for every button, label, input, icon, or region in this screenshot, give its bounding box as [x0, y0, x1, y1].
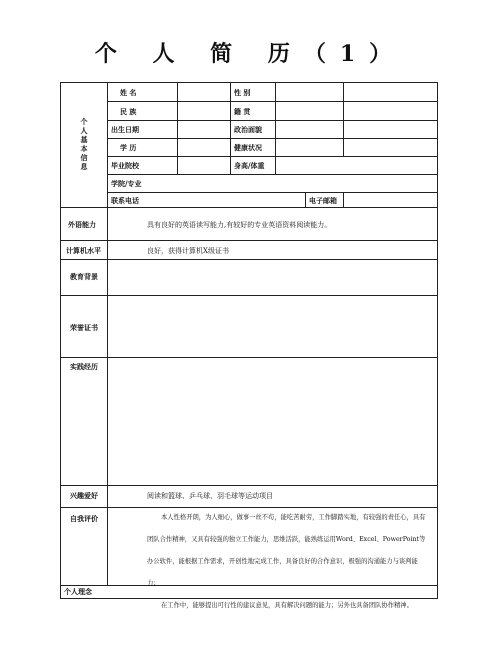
height-weight-label: 身高/体重	[234, 161, 265, 170]
grid-line	[275, 82, 276, 174]
grid-line	[60, 259, 438, 260]
grid-line	[60, 357, 438, 358]
grid-line	[343, 192, 344, 207]
self-evaluation-text	[147, 507, 429, 617]
grid-line	[107, 138, 438, 139]
language-ability-label: 外语能力	[68, 220, 96, 229]
self-evaluation-paragraph: 在工作中，能够提出可行性的建议意见，具有解决问题的能力；另外也具备团队协作精神。	[161, 602, 413, 609]
name-label: 姓 名	[120, 88, 137, 97]
page-title: 个 人 简 历（1）	[94, 41, 406, 67]
hobbies-value: 阅读和篮球、乒乓球、羽毛球等运动项目	[147, 492, 273, 500]
school-label: 毕业院校	[111, 161, 139, 170]
birthdate-label: 出生日期	[111, 125, 139, 134]
personal-philosophy-label: 个人理念	[64, 587, 92, 596]
gender-label: 性 别	[234, 88, 251, 97]
practice-experience-label: 实践经历	[70, 362, 98, 371]
email-label: 电子邮箱	[309, 196, 337, 205]
computer-level-label: 计算机水平	[66, 246, 101, 255]
grid-line	[230, 82, 231, 174]
grid-line	[343, 82, 344, 156]
education-background-label: 教育背景	[70, 272, 98, 281]
table-border-right	[437, 82, 438, 599]
grid-line	[305, 192, 306, 207]
self-evaluation-paragraph: 本人性格开朗，为人细心，做事一丝不苟，能吃苦耐劳，工作脚踏实地，有较强的责任心，具有团队合作精神，又具有较强的独立工作能力，思维活跃，能熟练运用Word、Excel、PowerPoint等办公软件，能根据工作需求，开创性地完成工作，具备良好的合作意识，极强的沟通能力与谈判能力；	[147, 514, 426, 587]
grid-line	[107, 120, 438, 121]
political-status-label: 政治面貌	[234, 125, 262, 134]
health-label: 健康状况	[234, 143, 262, 152]
hometown-label: 籍 贯	[234, 107, 251, 116]
phone-label: 联系电话	[111, 196, 139, 205]
grid-line	[60, 207, 438, 208]
grid-line	[177, 82, 178, 174]
grid-line	[60, 240, 438, 241]
grid-line	[107, 207, 108, 585]
grid-line	[107, 174, 438, 175]
grid-line	[107, 101, 438, 102]
table-border-left	[60, 82, 61, 599]
grid-line	[107, 156, 438, 157]
grid-line	[107, 192, 438, 193]
table-border-top	[60, 82, 438, 83]
computer-level-value: 良好，获得计算机X级证书	[147, 247, 229, 255]
hobbies-label: 兴趣爱好	[70, 491, 98, 500]
language-ability-value: 具有良好的英语读写能力,有较好的专业英语资料阅读能力。	[147, 221, 332, 229]
resume-table	[60, 82, 438, 609]
grid-line	[60, 485, 438, 486]
self-evaluation-label: 自我评价	[70, 514, 98, 523]
education-level-label: 学 历	[120, 143, 137, 152]
basic-info-section-label: 个人基本信息	[80, 117, 88, 171]
grid-line	[60, 295, 438, 296]
honors-label: 荣誉证书	[70, 323, 98, 332]
major-label: 学院/专业	[111, 179, 142, 188]
ethnicity-label: 民 族	[120, 107, 137, 116]
